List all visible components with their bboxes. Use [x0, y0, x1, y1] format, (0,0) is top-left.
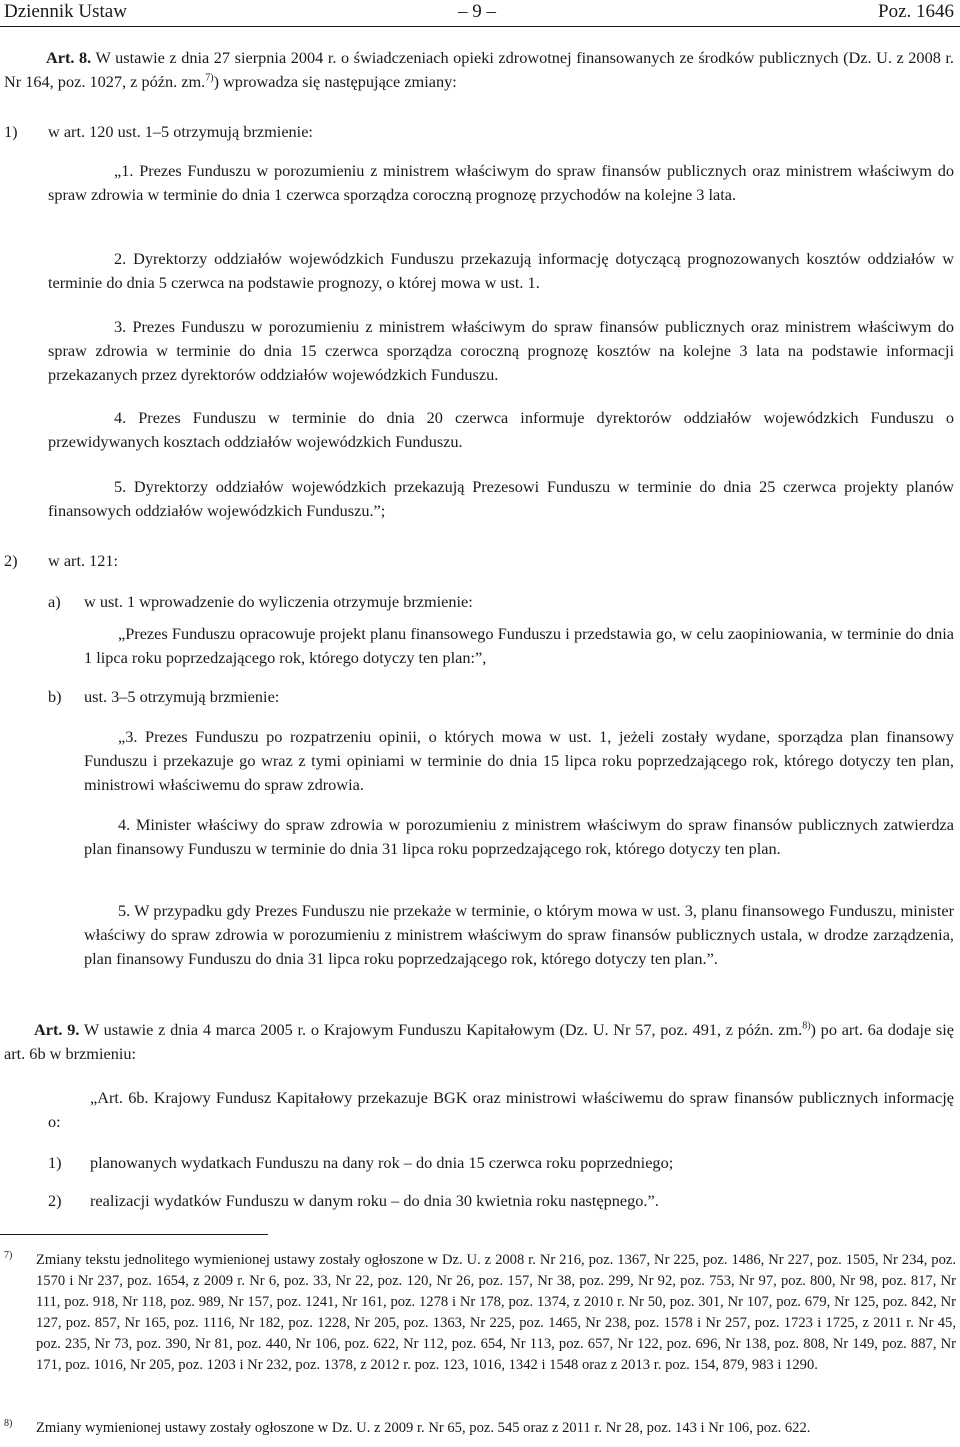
ust-1: „1. Prezes Funduszu w porozumieniu z ministrem właściwym do spraw finansów publicznych oraz ministrem właściwym do spraw zdrowia w terminie do dnia 1 czerwca sporządza coroczną prognozę przychodów na kolejne 3 lata. [48, 161, 954, 204]
footnote-ref-7: 7) [205, 72, 214, 84]
art-6b-point-2-num: 2) [48, 1191, 62, 1210]
footnote-8-mark: 8) [4, 1418, 13, 1429]
lit-b-text: ust. 3–5 otrzymują brzmienie: [84, 687, 280, 706]
art8-label: Art. 8. [46, 48, 92, 67]
header-rule [0, 26, 960, 27]
ust-2: 2. Dyrektorzy oddziałów wojewódzkich Funduszu przekazują informację dotyczącą prognozowanych kosztów oddziałów w terminie do dnia 5 czerwca na podstawie prognozy, o której mowa w ust. 1. [48, 249, 954, 292]
art9-label: Art. 9. [34, 1020, 80, 1039]
lit-a-num: a) [48, 592, 61, 611]
ust-3: 3. Prezes Funduszu w porozumieniu z ministrem właściwym do spraw finansów publicznych oraz ministrem właściwym do spraw zdrowia w terminie do dnia 15 czerwca sporządza coroczną prognozę kosztów na kolejne 3 lata na podstawie informacji przekazanych przez dyrektorów oddziałów wojewódzkich Funduszu. [48, 317, 954, 384]
footnote-ref-8: 8) [802, 1020, 811, 1032]
art9-intro: Art. 9. W ustawie z dnia 4 marca 2005 r. o Krajowym Funduszu Kapitałowym (Dz. U. Nr 57, poz. 491, z późn. zm.$^{8)}$) po art. 6a dodaje się art. 6b w brzmieniu: [4, 1020, 954, 1063]
ust-5: 5. Dyrektorzy oddziałów wojewódzkich przekazują Prezesowi Funduszu w terminie do dnia 25 czerwca projekty planów finansowych oddziałów wojewódzkich Funduszu.”; [48, 477, 954, 520]
art-6b-point-1-num: 1) [48, 1153, 62, 1172]
footnote-7-text: Zmiany tekstu jednolitego wymienionej ustawy zostały ogłoszone w Dz. U. z 2008 r. Nr 216, poz. 1367, Nr 225, poz. 1486, Nr 227, poz. 1505, Nr 234, poz. 1570 i Nr 237, poz. 1654, z 2009 r. Nr 6, poz. 33, Nr 22, poz. 120, Nr 26, poz. 157, Nr 38, poz. 299, Nr 92, poz. 753, Nr 97, poz. 800, Nr 98, poz. 817, Nr 111, poz. 918, Nr 118, poz. 989, Nr 157, poz. 1241, Nr 161, poz. 1278 i Nr 178, poz. 1374, z 2010 r. Nr 50, poz. 301, Nr 107, poz. 679, Nr 125, poz. 842, Nr 127, poz. 857, Nr 165, poz. 1116, Nr 182, poz. 1228, Nr 205, poz. 1363, Nr 225, poz. 1465, Nr 238, poz. 1578 i Nr 257, poz. 1723 i 1725, z 2011 r. Nr 45, poz. 235, Nr 73, poz. 390, Nr 81, poz. 440, Nr 106, poz. 622, Nr 112, poz. 654, Nr 113, poz. 657, Nr 122, poz. 696, Nr 138, poz. 808, Nr 149, poz. 887, Nr 171, poz. 1016, Nr 205, poz. 1203 i Nr 232, poz. 1378, z 2012 r. poz. 123, 1016, 1342 i 1548 oraz z 2013 r. poz. 154, 879, 983 i 1290. [36, 1252, 956, 1373]
footnote-separator [0, 1234, 268, 1235]
lit-a-text: w ust. 1 wprowadzenie do wyliczenia otrzymuje brzmienie: [84, 592, 473, 611]
art8-intro: Art. 8. W ustawie z dnia 27 sierpnia 2004 r. o świadczeniach opieki zdrowotnej finansowanych ze środków publicznych (Dz. U. z 2008 r. Nr 164, poz. 1027, z późn. zm.$^{7)}$) wprowadza się następujące zmiany: [4, 48, 954, 91]
art-6b-quote: „Art. 6b. Krajowy Fundusz Kapitałowy przekazuje BGK oraz ministrowi właściwemu do spraw finansów publicznych informację o: [48, 1088, 954, 1131]
lit-a-quote: „Prezes Funduszu opracowuje projekt planu finansowego Funduszu i przedstawia go, w celu zaopiniowania, w terminie do dnia 1 lipca roku poprzedzającego rok, którego dotyczy ten plan:”, [84, 624, 954, 667]
footnote-8-text: Zmiany wymienionej ustawy zostały ogłoszone w Dz. U. z 2009 r. Nr 65, poz. 545 oraz z 2011 r. Nr 28, poz. 143 i Nr 106, poz. 622. [36, 1420, 811, 1436]
ust-4: 4. Prezes Funduszu w terminie do dnia 20 czerwca informuje dyrektorów oddziałów wojewódzkich Funduszu o przewidywanych kosztach oddziałów wojewódzkich Funduszu. [48, 408, 954, 451]
item-number: Poz. 1646 [878, 1, 954, 22]
point-1-text: w art. 120 ust. 1–5 otrzymują brzmienie: [48, 122, 313, 141]
point-2-text: w art. 121: [48, 551, 119, 570]
lit-b-num: b) [48, 687, 62, 706]
art-6b-point-1-text: planowanych wydatkach Funduszu na dany rok – do dnia 15 czerwca roku poprzedniego; [90, 1153, 674, 1172]
footnote-7-mark: 7) [4, 1250, 13, 1261]
page-number: – 9 – [458, 1, 496, 22]
point-2-num: 2) [4, 551, 18, 570]
lit-b-ust-3: „3. Prezes Funduszu po rozpatrzeniu opinii, o których mowa w ust. 1, jeżeli zostały wydane, sporządza plan finansowy Funduszu i przekazuje go wraz z tymi opiniami w terminie do dnia 15 lipca roku poprzedzającego rok, którego dotyczy ten plan, ministrowi właściwemu do spraw zdrowia. [84, 727, 954, 794]
point-1-num: 1) [4, 122, 18, 141]
journal-title: Dziennik Ustaw [4, 1, 127, 22]
lit-b-ust-5: 5. W przypadku gdy Prezes Funduszu nie przekaże w terminie, o którym mowa w ust. 3, planu finansowego Funduszu, minister właściwy do spraw zdrowia w porozumieniu z ministrem właściwym do spraw finansów publicznych ustala, w drodze zarządzenia, plan finansowy Funduszu do dnia 31 lipca roku poprzedzającego rok, którego dotyczy ten plan.”. [84, 901, 954, 968]
lit-b-ust-4: 4. Minister właściwy do spraw zdrowia w porozumieniu z ministrem właściwym do spraw finansów publicznych zatwierdza plan finansowy Funduszu w terminie do dnia 31 lipca roku poprzedzającego rok, którego dotyczy ten plan. [84, 815, 954, 858]
art-6b-point-2-text: realizacji wydatków Funduszu w danym roku – do dnia 30 kwietnia roku następnego.”. [90, 1191, 659, 1210]
